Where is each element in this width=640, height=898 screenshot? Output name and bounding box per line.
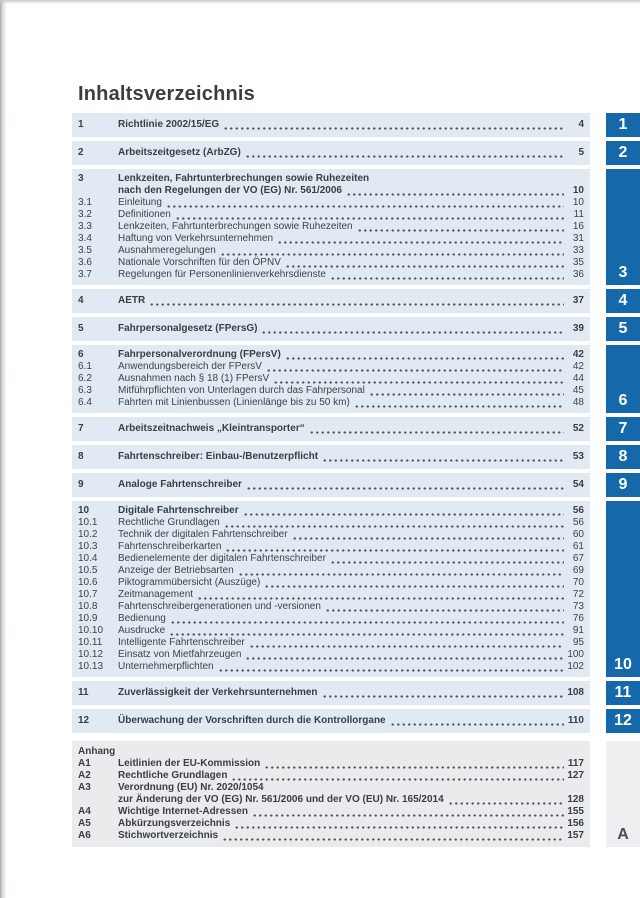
toc-entry xyxy=(78,451,584,463)
entry-number: A2 xyxy=(78,770,91,781)
entry-page: 117 xyxy=(567,758,584,769)
toc-entry xyxy=(78,794,584,806)
entry-page: 95 xyxy=(572,637,584,648)
dot-leader xyxy=(264,758,564,770)
edge-tab-7 xyxy=(606,417,640,441)
toc-entry xyxy=(78,613,584,625)
dot-leader xyxy=(249,637,564,649)
edge-tab-label: 4 xyxy=(618,292,628,309)
entry-number: 10.1 xyxy=(78,517,98,528)
edge-tab-11 xyxy=(606,681,640,705)
toc-entry xyxy=(78,197,584,209)
entry-page: 67 xyxy=(572,553,584,564)
entry-number: 10.4 xyxy=(78,553,98,564)
toc-entry xyxy=(78,349,584,361)
entry-title: Wichtige Internet-Adressen xyxy=(118,806,248,817)
toc-entry xyxy=(78,385,584,397)
tab-rail xyxy=(606,501,640,677)
toc-group-1 xyxy=(72,113,640,137)
entry-title: Arbeitszeitgesetz (ArbZG) xyxy=(118,147,241,158)
entry-title: Rechtliche Grundlagen xyxy=(118,770,228,781)
entry-number: Anhang xyxy=(78,746,116,757)
entry-title: Unternehmerpflichten xyxy=(118,661,214,672)
toc-group-2 xyxy=(72,141,640,165)
entry-title: AETR xyxy=(118,295,146,306)
toc-entry xyxy=(78,373,584,385)
toc-entry xyxy=(78,782,584,794)
edge-tab-10 xyxy=(606,501,640,677)
entry-title: Ausnahmeregelungen xyxy=(118,245,216,256)
entry-title: Ausdrucke xyxy=(118,625,166,636)
entry-number xyxy=(78,794,118,806)
tab-rail xyxy=(606,741,640,847)
toc-entry xyxy=(78,770,584,782)
entry-title: Digitale Fahrtenschreiber xyxy=(118,505,239,516)
tab-rail xyxy=(606,141,640,165)
edge-tab-3 xyxy=(606,169,640,285)
entry-page: 42 xyxy=(572,361,584,372)
toc-entry xyxy=(78,661,584,673)
toc-entry xyxy=(78,637,584,649)
entry-page: 33 xyxy=(572,245,584,256)
toc-entry xyxy=(78,479,584,491)
entry-page: 10 xyxy=(572,185,584,196)
entry-title: Arbeitszeitnachweis „Kleintransporter“ xyxy=(118,423,305,434)
entry-number: 11 xyxy=(78,687,89,698)
entry-number: 6.2 xyxy=(78,373,92,384)
entry-title: Richtlinie 2002/15/EG xyxy=(118,119,220,130)
toc-entry xyxy=(78,625,584,637)
toc-band xyxy=(72,417,590,441)
entry-title: Überwachung der Vorschriften durch die Kontrollorgane xyxy=(118,715,386,726)
dot-leader xyxy=(277,233,564,245)
toc-entry xyxy=(78,541,584,553)
tab-rail xyxy=(606,289,640,313)
toc-band xyxy=(72,681,590,705)
entry-number: 10.8 xyxy=(78,601,98,612)
entry-number: 1 xyxy=(78,119,84,130)
edge-tab-label: 8 xyxy=(618,448,628,465)
dot-leader xyxy=(224,517,564,529)
entry-page: 16 xyxy=(572,221,584,232)
entry-title: Rechtliche Grundlagen xyxy=(118,517,220,528)
dot-leader xyxy=(170,613,564,625)
page-title: Inhaltsverzeichnis xyxy=(78,83,255,105)
entry-title: zur Änderung der VO (EG) Nr. 561/2006 und der VO (EU) Nr. 165/2014 xyxy=(118,794,444,805)
edge-tab-2 xyxy=(606,141,640,165)
entry-page: 61 xyxy=(572,541,584,552)
entry-number: A3 xyxy=(78,782,91,793)
entry-page: 37 xyxy=(572,295,584,306)
dot-leader xyxy=(246,479,564,491)
entry-page: 60 xyxy=(572,529,584,540)
entry-page: 52 xyxy=(572,423,584,434)
entry-title: Piktogrammübersicht (Auszüge) xyxy=(118,577,261,588)
toc-band xyxy=(72,317,590,341)
edge-tab-6 xyxy=(606,345,640,413)
edge-tab-label: 5 xyxy=(618,320,628,337)
edge-tab-label: 3 xyxy=(618,264,628,281)
toc-entry xyxy=(78,758,584,770)
dot-leader xyxy=(243,505,564,517)
toc-entry xyxy=(78,565,584,577)
toc-group-10 xyxy=(72,501,640,677)
entry-title: Mitführpflichten von Unterlagen durch das Fahrpersonal xyxy=(118,385,365,396)
entry-page: 39 xyxy=(572,323,584,334)
tab-rail xyxy=(606,473,640,497)
edge-tab-label: 2 xyxy=(618,144,628,161)
dot-leader xyxy=(369,385,564,397)
entry-title: Abkürzungsverzeichnis xyxy=(118,818,231,829)
entry-title: Haftung von Verkehrsunternehmen xyxy=(118,233,274,244)
entry-page: 108 xyxy=(567,687,584,698)
toc-entry xyxy=(78,147,584,159)
dot-leader xyxy=(245,649,564,661)
entry-page: 110 xyxy=(567,715,584,726)
toc xyxy=(72,113,640,847)
entry-number: 8 xyxy=(78,451,84,462)
entry-number: 5 xyxy=(78,323,84,334)
tab-rail xyxy=(606,417,640,441)
entry-page: 36 xyxy=(572,269,584,280)
entry-page: 54 xyxy=(572,479,584,490)
entry-page: 100 xyxy=(567,649,584,660)
entry-page: 56 xyxy=(572,517,584,528)
entry-title: Lenkzeiten, Fahrtunterbrechungen sowie Ruhezeiten xyxy=(118,221,353,232)
entry-number: 10.13 xyxy=(78,661,104,672)
entry-number: 10.6 xyxy=(78,577,98,588)
dot-leader xyxy=(330,553,564,565)
entry-title: Intelligente Fahrtenschreiber xyxy=(118,637,245,648)
tab-rail xyxy=(606,681,640,705)
entry-page: 91 xyxy=(572,625,584,636)
scan-edge-left xyxy=(0,0,7,898)
toc-entry xyxy=(78,830,584,842)
entry-page: 156 xyxy=(567,818,584,829)
entry-number: 10.9 xyxy=(78,613,98,624)
entry-number: 10 xyxy=(78,505,90,516)
entry-number: 10.7 xyxy=(78,589,98,600)
toc-band xyxy=(72,345,590,413)
dot-leader xyxy=(309,423,564,435)
tab-rail xyxy=(606,113,640,137)
entry-number: 10.11 xyxy=(78,637,103,648)
toc-entry xyxy=(78,577,584,589)
entry-number: 10.3 xyxy=(78,541,98,552)
dot-leader xyxy=(197,589,564,601)
dot-leader xyxy=(166,197,564,209)
entry-title: Einsatz von Mietfahrzeugen xyxy=(118,649,242,660)
dot-leader xyxy=(322,687,564,699)
edge-tab-label: 1 xyxy=(618,116,628,133)
entry-number: 10.10 xyxy=(78,625,104,636)
entry-title: Lenkzeiten, Fahrtunterbrechungen sowie Ruhezeiten xyxy=(118,173,370,184)
entry-number: A5 xyxy=(78,818,91,829)
entry-number: 3.4 xyxy=(78,233,92,244)
entry-number: 3.5 xyxy=(78,245,92,256)
dot-leader xyxy=(354,397,564,409)
toc-entry xyxy=(78,233,584,245)
dot-leader xyxy=(234,818,564,830)
entry-title: Leitlinien der EU-Kommission xyxy=(118,758,261,769)
entry-page: 56 xyxy=(572,505,584,516)
toc-entry xyxy=(78,746,584,758)
toc-group-7 xyxy=(72,417,640,441)
toc-band xyxy=(72,289,590,313)
entry-title: Zeitmanagement xyxy=(118,589,194,600)
toc-entry xyxy=(78,397,584,409)
entry-title: Verordnung (EU) Nr. 2020/1054 xyxy=(118,782,264,793)
dot-leader xyxy=(220,245,564,257)
toc-entry xyxy=(78,185,584,197)
dot-leader xyxy=(330,269,564,281)
entry-title: Fahrtenschreiberkarten xyxy=(118,541,222,552)
toc-band xyxy=(72,501,590,677)
entry-page: 76 xyxy=(572,613,584,624)
entry-number: 7 xyxy=(78,423,84,434)
edge-tab-label: 9 xyxy=(618,476,628,493)
toc-group-5 xyxy=(72,317,640,341)
entry-title: Fahrten mit Linienbussen (Linienlänge bis zu 50 km) xyxy=(118,397,350,408)
tab-rail xyxy=(606,709,640,733)
toc-entry xyxy=(78,601,584,613)
entry-number: 3.3 xyxy=(78,221,92,232)
entry-title: Regelungen für Personenlinienverkehrsdienste xyxy=(118,269,326,280)
dot-leader xyxy=(325,601,564,613)
dot-leader xyxy=(273,373,564,385)
dot-leader xyxy=(223,119,564,131)
entry-title: Fahrtenschreibergenerationen und -versionen xyxy=(118,601,321,612)
toc-group-12 xyxy=(72,709,640,733)
entry-page: 53 xyxy=(572,451,584,462)
toc-group-A xyxy=(72,741,640,847)
entry-title: Fahrtenschreiber: Einbau-/Benutzerpflicht xyxy=(118,451,319,462)
entry-page: 35 xyxy=(572,257,584,268)
dot-leader xyxy=(285,257,564,269)
toc-group-4 xyxy=(72,289,640,313)
toc-entry xyxy=(78,173,584,185)
entry-title: Bedienelemente der digitalen Fahrtenschreiber xyxy=(118,553,326,564)
edge-tab-label: A xyxy=(617,826,629,843)
entry-page: 72 xyxy=(572,589,584,600)
toc-entry xyxy=(78,257,584,269)
edge-tab-8 xyxy=(606,445,640,469)
toc-group-11 xyxy=(72,681,640,705)
edge-tab-label: 10 xyxy=(614,656,632,673)
entry-number: 3.7 xyxy=(78,269,92,280)
toc-entry xyxy=(78,529,584,541)
entry-title: Zuverlässigkeit der Verkehrsunternehmen xyxy=(118,687,318,698)
edge-tab-label: 7 xyxy=(618,420,628,437)
entry-number: 12 xyxy=(78,715,90,726)
entry-number: 9 xyxy=(78,479,84,490)
toc-entry xyxy=(78,649,584,661)
entry-title: Analoge Fahrtenschreiber xyxy=(118,479,242,490)
tab-rail xyxy=(606,445,640,469)
entry-page: 10 xyxy=(572,197,584,208)
entry-page: 48 xyxy=(572,397,584,408)
entry-page: 4 xyxy=(578,119,584,130)
toc-band xyxy=(72,473,590,497)
edge-tab-5 xyxy=(606,317,640,341)
entry-page: 45 xyxy=(572,385,584,396)
toc-group-9 xyxy=(72,473,640,497)
edge-tab-4 xyxy=(606,289,640,313)
entry-number: 6.4 xyxy=(78,397,92,408)
entry-number: 10.2 xyxy=(78,529,98,540)
entry-title: Einleitung xyxy=(118,197,162,208)
entry-page: 11 xyxy=(573,209,584,220)
entry-page: 69 xyxy=(572,565,584,576)
toc-band xyxy=(72,741,590,847)
dot-leader xyxy=(266,361,564,373)
entry-title: Definitionen xyxy=(118,209,171,220)
toc-entry xyxy=(78,715,584,727)
entry-number: 6.1 xyxy=(78,361,92,372)
entry-number: 2 xyxy=(78,147,84,158)
dot-leader xyxy=(292,529,564,541)
entry-number: 3.2 xyxy=(78,209,92,220)
toc-entry xyxy=(78,295,584,307)
scan-edge-top xyxy=(0,0,640,4)
entry-number xyxy=(78,185,118,197)
dot-leader xyxy=(238,565,564,577)
edge-tab-label: 6 xyxy=(618,392,628,409)
entry-title: Bedienung xyxy=(118,613,166,624)
entry-title: Technik der digitalen Fahrtenschreiber xyxy=(118,529,288,540)
toc-entry xyxy=(78,209,584,221)
toc-band xyxy=(72,141,590,165)
entry-page: 157 xyxy=(567,830,584,841)
entry-number: 3 xyxy=(78,173,84,184)
toc-group-6 xyxy=(72,345,640,413)
entry-number: 4 xyxy=(78,295,84,306)
entry-number: A4 xyxy=(78,806,91,817)
entry-number: 10.5 xyxy=(78,565,98,576)
entry-number: 6 xyxy=(78,349,84,360)
toc-entry xyxy=(78,119,584,131)
entry-page: 73 xyxy=(572,601,584,612)
entry-page: 102 xyxy=(567,661,584,672)
toc-entry xyxy=(78,245,584,257)
dot-leader xyxy=(225,541,564,553)
entry-number: 3.1 xyxy=(78,197,92,208)
entry-number: A1 xyxy=(78,758,91,769)
entry-title: Ausnahmen nach § 18 (1) FPersV xyxy=(118,373,270,384)
toc-entry xyxy=(78,221,584,233)
toc-content xyxy=(72,84,640,851)
toc-band xyxy=(72,113,590,137)
edge-tab-9 xyxy=(606,473,640,497)
edge-tab-1 xyxy=(606,113,640,137)
dot-leader xyxy=(252,806,564,818)
toc-entry xyxy=(78,806,584,818)
toc-entry xyxy=(78,687,584,699)
entry-page: 70 xyxy=(572,577,584,588)
entry-number: 6.3 xyxy=(78,385,92,396)
entry-title: Anzeige der Betriebsarten xyxy=(118,565,234,576)
toc-band xyxy=(72,445,590,469)
entry-page: 127 xyxy=(567,770,584,781)
entry-title: Fahrpersonalverordnung (FPersV) xyxy=(118,349,281,360)
dot-leader xyxy=(322,451,564,463)
edge-tab-12 xyxy=(606,709,640,733)
entry-title: Anwendungsbereich der FPersV xyxy=(118,361,262,372)
entry-title: nach den Regelungen der VO (EG) Nr. 561/2006 xyxy=(118,185,342,196)
toc-band xyxy=(72,709,590,733)
dot-leader xyxy=(390,715,564,727)
dot-leader xyxy=(231,770,564,782)
entry-page: 42 xyxy=(572,349,584,360)
tab-rail xyxy=(606,317,640,341)
entry-page: 155 xyxy=(567,806,584,817)
entry-number: 10.12 xyxy=(78,649,104,660)
toc-entry xyxy=(78,818,584,830)
edge-tab-label: 11 xyxy=(614,684,632,701)
tab-rail xyxy=(606,345,640,413)
edge-tab-A xyxy=(606,741,640,847)
toc-entry xyxy=(78,505,584,517)
entry-page: 128 xyxy=(567,794,584,805)
toc-entry xyxy=(78,423,584,435)
entry-title: Nationale Vorschriften für den ÖPNV xyxy=(118,257,281,268)
entry-page: 31 xyxy=(572,233,584,244)
toc-entry xyxy=(78,589,584,601)
tab-rail xyxy=(606,169,640,285)
toc-entry xyxy=(78,323,584,335)
toc-entry xyxy=(78,361,584,373)
entry-title: Fahrpersonalgesetz (FPersG) xyxy=(118,323,258,334)
toc-band xyxy=(72,169,590,285)
dot-leader xyxy=(218,661,564,673)
entry-page: 5 xyxy=(578,147,584,158)
toc-group-8 xyxy=(72,445,640,469)
toc-entry xyxy=(78,269,584,281)
dot-leader xyxy=(285,349,564,361)
dot-leader xyxy=(346,185,564,197)
toc-entry xyxy=(78,553,584,565)
dot-leader xyxy=(175,209,564,221)
toc-group-3 xyxy=(72,169,640,285)
entry-page: 44 xyxy=(572,373,584,384)
dot-leader xyxy=(149,295,564,307)
dot-leader xyxy=(245,147,564,159)
dot-leader xyxy=(357,221,564,233)
toc-entry xyxy=(78,517,584,529)
entry-number: A6 xyxy=(78,830,91,841)
entry-title: Stichwortverzeichnis xyxy=(118,830,219,841)
edge-tab-label: 12 xyxy=(614,712,632,729)
entry-number: 3.6 xyxy=(78,257,92,268)
dot-leader xyxy=(169,625,564,637)
dot-leader xyxy=(264,577,564,589)
dot-leader xyxy=(222,830,564,842)
dot-leader xyxy=(261,323,564,335)
dot-leader xyxy=(448,794,564,806)
